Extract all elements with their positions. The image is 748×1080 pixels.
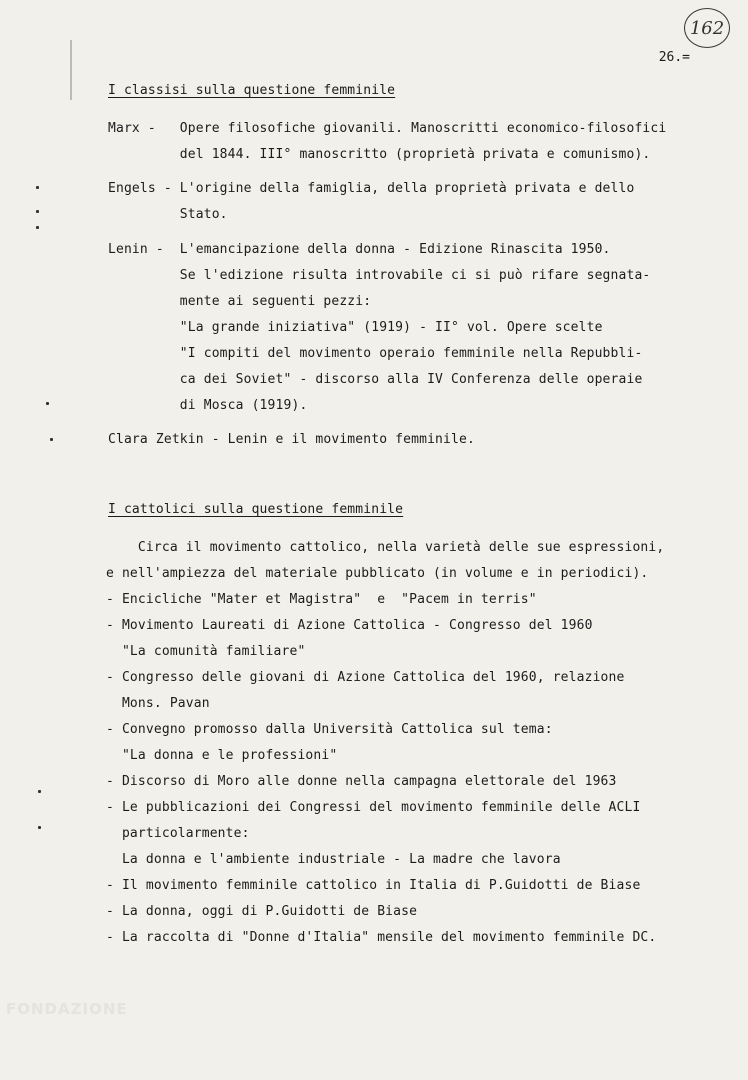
- text-line: Marx - Opere filosofiche giovanili. Manoscritti economico-filosofici: [108, 121, 667, 136]
- text-line: "I compiti del movimento operaio femminile nella Repubbli-: [108, 346, 643, 361]
- margin-mark: [38, 826, 41, 829]
- list-item: "La donna e le professioni": [106, 748, 338, 763]
- list-item: - Convegno promosso dalla Università Cattolica sul tema:: [106, 722, 553, 737]
- text-line: Stato.: [108, 207, 228, 222]
- page-stamp: 162: [684, 8, 730, 48]
- watermark: FONDAZIONE: [6, 1000, 128, 1018]
- text-line: ca dei Soviet" - discorso alla IV Conferenza delle operaie: [108, 372, 643, 387]
- margin-mark: [50, 438, 53, 441]
- margin-mark: [46, 402, 49, 405]
- text-line: Engels - L'origine della famiglia, della proprietà privata e dello: [108, 181, 635, 196]
- text-line: Clara Zetkin - Lenin e il movimento femminile.: [108, 432, 475, 447]
- margin-mark: [36, 226, 39, 229]
- list-item: - Il movimento femminile cattolico in Italia di P.Guidotti de Biase: [106, 878, 641, 893]
- list-item: particolarmente:: [106, 826, 250, 841]
- text-line: "La grande iniziativa" (1919) - II° vol. Opere scelte: [108, 320, 603, 335]
- list-item: - Discorso di Moro alle donne nella campagna elettorale del 1963: [106, 774, 617, 789]
- text-line: e nell'ampiezza del materiale pubblicato (in volume e in periodici).: [106, 566, 649, 581]
- text-line: Se l'edizione risulta introvabile ci si può rifare segnata-: [108, 268, 651, 283]
- list-item: - Le pubblicazioni dei Congressi del movimento femminile delle ACLI: [106, 800, 641, 815]
- margin-mark: [36, 186, 39, 189]
- text-line: del 1844. III° manoscritto (proprietà privata e comunismo).: [108, 147, 651, 162]
- list-item: - Encicliche "Mater et Magistra" e "Pacem in terris": [106, 592, 537, 607]
- margin-mark: [36, 210, 39, 213]
- margin-rule: [70, 40, 72, 100]
- text-line: Circa il movimento cattolico, nella varietà delle sue espressioni,: [106, 540, 665, 555]
- list-item: - La raccolta di "Donne d'Italia" mensile del movimento femminile DC.: [106, 930, 657, 945]
- list-item: - La donna, oggi di P.Guidotti de Biase: [106, 904, 418, 919]
- text-line: Lenin - L'emancipazione della donna - Edizione Rinascita 1950.: [108, 242, 611, 257]
- text-line: mente ai seguenti pezzi:: [108, 294, 372, 309]
- list-item: - Congresso delle giovani di Azione Cattolica del 1960, relazione: [106, 670, 625, 685]
- section1-heading: I classisi sulla questione femminile: [108, 83, 396, 98]
- section2-heading: I cattolici sulla questione femminile: [108, 502, 404, 517]
- list-item: La donna e l'ambiente industriale - La madre che lavora: [106, 852, 561, 867]
- list-item: "La comunità familiare": [106, 644, 306, 659]
- list-item: - Movimento Laureati di Azione Cattolica - Congresso del 1960: [106, 618, 593, 633]
- page-number: 26.=: [658, 50, 690, 65]
- margin-mark: [38, 790, 41, 793]
- list-item: Mons. Pavan: [106, 696, 210, 711]
- text-line: di Mosca (1919).: [108, 398, 308, 413]
